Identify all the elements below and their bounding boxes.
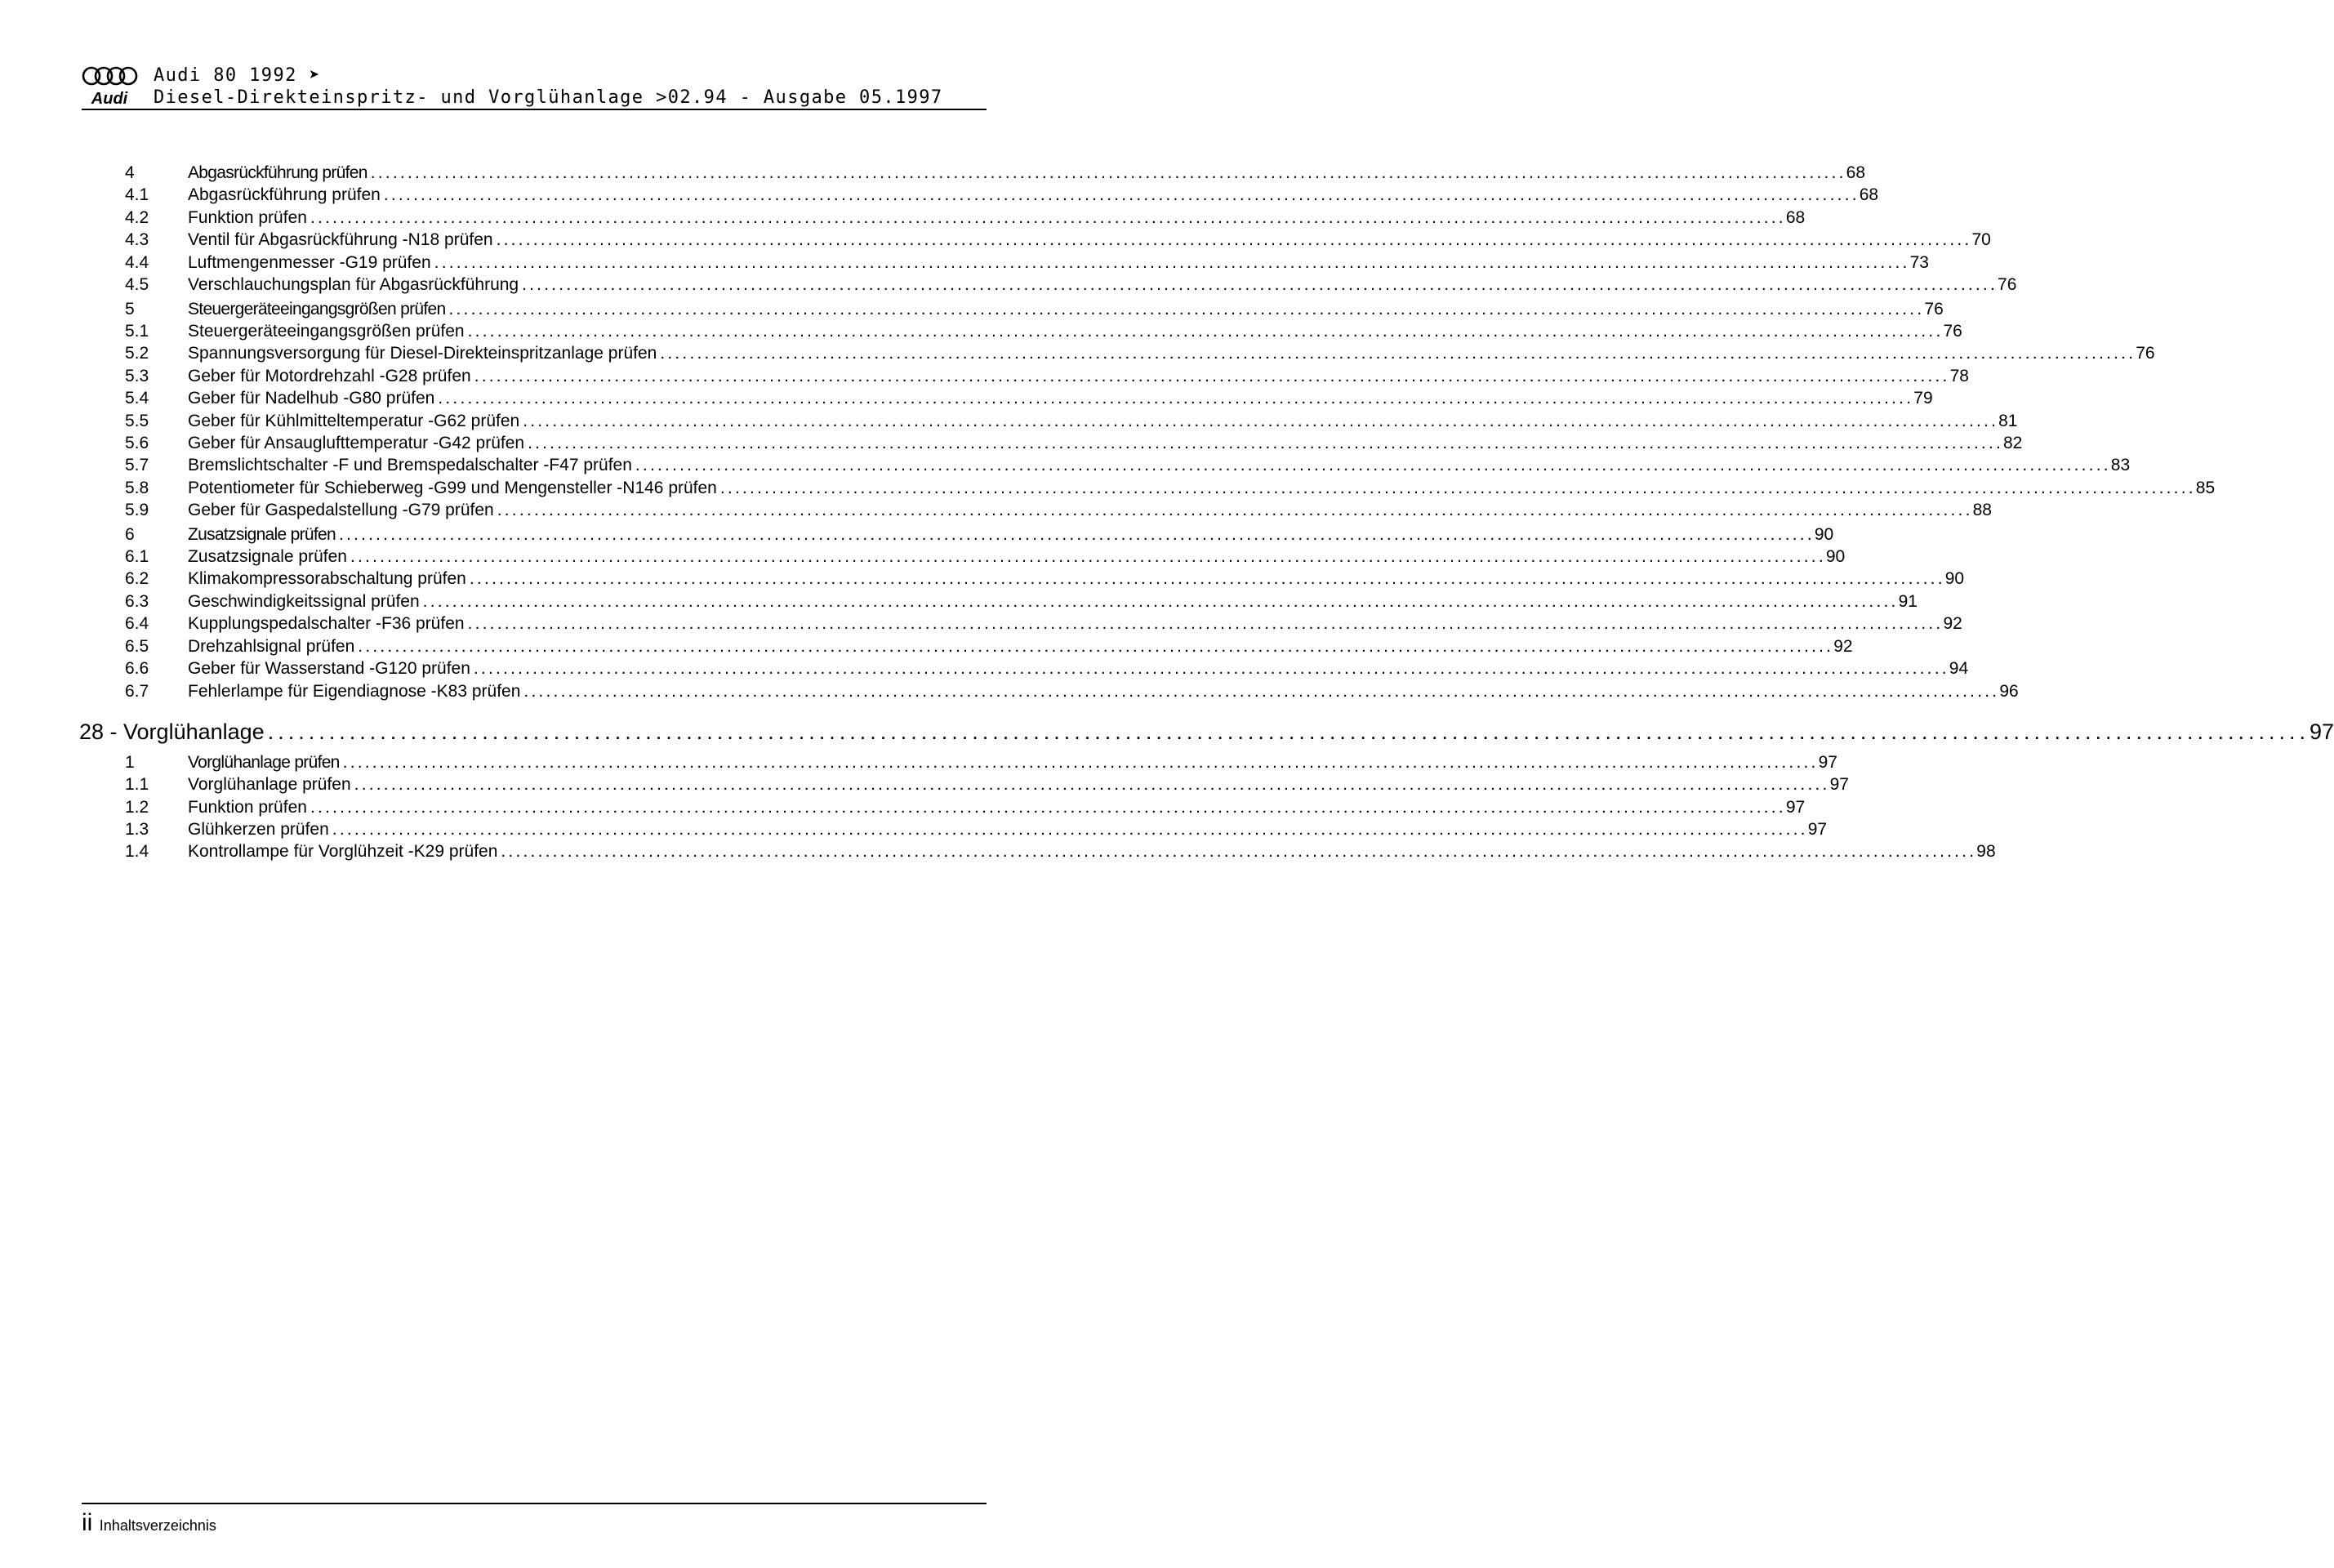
toc-entry-page: 97 [2309,719,2334,744]
toc-entry-number: 5.9 [125,501,149,519]
toc-entry-number: 4.1 [125,185,149,204]
toc-entry-title: Geber für Ansauglufttemperatur -G42 prüfen [188,434,525,452]
toc-entry[interactable] [125,547,1846,570]
toc-entry-title: Abgasrückführung prüfen [188,185,381,204]
toc-entry-number: 4.5 [125,275,149,294]
toc-dot-leader: ........................................................................................................................................................................................................ [523,682,2000,701]
toc-entry[interactable] [125,753,1837,776]
toc-entry-number: 6.4 [125,614,149,633]
toc-entry[interactable] [125,592,1918,615]
toc-entry[interactable] [125,163,1865,186]
toc-entry-title: Funktion prüfen [188,208,307,227]
toc-entry-title: Verschlauchungsplan für Abgasrückführung [188,275,519,294]
toc-entry-number: 6.5 [125,637,149,656]
toc-entry-title: Steuergeräteeingangsgrößen prüfen [188,322,465,341]
toc-dot-leader: ........................................................................................................................................................................................................ [473,659,1949,678]
toc-entry[interactable] [125,798,1806,821]
toc-entry-page: 94 [1949,659,1969,678]
toc-dot-leader: ........................................................................................................................................................................................................ [338,525,1815,544]
toc-dot-leader: ........................................................................................................................................................................................................ [660,344,2136,363]
toc-entry-title: Kontrollampe für Vorglühzeit -K29 prüfen [188,842,498,861]
toc-entry-title: Ventil für Abgasrückführung -N18 prüfen [188,230,493,249]
toc-entry[interactable] [125,842,1996,865]
toc-entry-page: 90 [1825,547,1846,566]
toc-entry-number: 6.2 [125,569,149,588]
toc-entry-number: 5.5 [125,412,149,430]
toc-entry-title: Zusatzsignale prüfen [188,547,347,566]
toc-entry-title: Drehzahlsignal prüfen [188,637,355,656]
toc-entry[interactable] [125,820,1828,843]
toc-entry-page: 76 [1998,275,2017,294]
toc-entry-number: 5.7 [125,456,149,474]
toc-entry-title: Abgasrückführung prüfen [188,163,367,182]
toc-entry-page: 70 [1971,230,1991,249]
toc-dot-leader: ........................................................................................................................................................................................................ [332,820,1808,839]
toc-entry[interactable] [125,659,1969,682]
toc-entry-page: 97 [1829,775,1849,794]
toc-dot-leader: ........................................................................................................................................................................................................ [496,230,1972,249]
toc-entry[interactable] [125,322,1962,345]
toc-dot-leader: ........................................................................................................................................................................................................ [448,300,1925,318]
toc-entry-title: Geber für Wasserstand -G120 prüfen [188,659,470,678]
toc-entry-title: Klimakompressorabschaltung prüfen [188,569,466,588]
toc-dot-leader: ........................................................................................................................................................................................................ [528,434,2003,452]
footer-divider [82,1503,987,1504]
toc-entry-page: 68 [1859,185,1879,204]
toc-entry-title: Luftmengenmesser -G19 prüfen [188,253,431,272]
toc-entry-page: 76 [1943,322,1962,341]
toc-dot-leader: ........................................................................................................................................................................................................ [474,367,1950,385]
toc-dot-leader: ........................................................................................................................................................................................................ [383,185,1860,204]
toc-entry-page: 92 [1833,637,1853,656]
toc-entry[interactable] [125,367,1969,390]
toc-entry-page: 97 [1818,753,1837,772]
toc-entry-page: 90 [1944,569,1965,588]
toc-entry[interactable] [125,614,1962,637]
footer-label: Inhaltsverzeichnis [99,1517,216,1534]
toc-entry-page: 79 [1913,389,1933,408]
toc-entry-number: 4 [125,163,134,182]
toc-entry-page: 97 [1807,820,1828,839]
toc-entry-number: 6.7 [125,682,149,701]
toc-entry-number: 4.2 [125,208,149,227]
toc-dot-leader: ........................................................................................................................................................................................................ [522,275,1998,294]
toc-entry-number: 5.2 [125,344,149,363]
toc-entry-title: Geber für Gaspedalstellung -G79 prüfen [188,501,494,519]
toc-entry-number: 1 [125,753,134,772]
toc-entry-number: 6.6 [125,659,149,678]
toc-entry[interactable] [125,501,1992,523]
page-footer [82,1509,216,1537]
toc-dot-leader: ........................................................................................................................................................................................................ [350,547,1826,566]
toc-entry-page: 91 [1898,592,1918,611]
toc-entry-title: Geschwindigkeitssignal prüfen [188,592,420,611]
toc-entry-title: Bremslichtschalter -F und Bremspedalschalter -F47 prüfen [188,456,632,474]
toc-entry-page: 76 [2136,344,2155,363]
toc-entry-page: 98 [1976,842,1996,861]
toc-dot-leader: ........................................................................................................................................................................................................ [501,842,1977,861]
audi-logo [82,64,147,109]
toc-entry[interactable] [125,275,2017,298]
toc-entry-title: Glühkerzen prüfen [188,820,329,839]
toc-entry-title: Spannungsversorgung für Diesel-Direkteinspritzanlage prüfen [188,344,657,363]
toc-entry-title: Vorglühanlage prüfen [188,775,351,794]
toc-dot-leader: ........................................................................................................................................................................................................ [635,456,2111,474]
header-divider [82,109,987,110]
toc-entry-number: 5 [125,300,134,318]
toc-dot-leader: ........................................................................................................................................................................................................ [267,719,2310,744]
toc-entry[interactable] [125,434,2023,457]
toc-entry-title: Geber für Motordrehzahl -G28 prüfen [188,367,471,385]
toc-entry-title: Kupplungspedalschalter -F36 prüfen [188,614,465,633]
toc-entry[interactable] [125,525,1834,548]
toc-entry[interactable] [125,637,1853,660]
toc-dot-leader: ........................................................................................................................................................................................................ [438,389,1914,408]
toc-dot-leader: ........................................................................................................................................................................................................ [342,753,1819,772]
toc-dot-leader: ........................................................................................................................................................................................................ [434,253,1910,272]
toc-entry-number: 6 [125,525,134,544]
toc-dot-leader: ........................................................................................................................................................................................................ [719,479,2196,497]
toc-entry-title: Fehlerlampe für Eigendiagnose -K83 prüfen [188,682,521,701]
toc-entry-title: Potentiometer für Schieberweg -G99 und Mengensteller -N146 prüfen [188,479,717,497]
toc-entry-page: 85 [2195,479,2216,497]
toc-entry-number: 1.2 [125,798,149,817]
toc-entry-page: 68 [1785,208,1806,227]
toc-entry-page: 90 [1814,525,1834,544]
toc-entry[interactable] [125,456,2131,479]
toc-entry-page: 73 [1909,253,1929,272]
toc-dot-leader: ........................................................................................................................................................................................................ [310,208,1786,227]
toc-dot-leader: ........................................................................................................................................................................................................ [358,637,1834,656]
toc-entry-title: Vorglühanlage prüfen [188,753,340,772]
toc-entry-title: Steuergeräteeingangsgrößen prüfen [188,300,446,318]
toc-entry-number: 5.6 [125,434,149,452]
toc-entry-number: 6.3 [125,592,149,611]
toc-entry-title: Geber für Nadelhub -G80 prüfen [188,389,435,408]
toc-entry-title: Geber für Kühlmitteltemperatur -G62 prüfen [188,412,520,430]
toc-dot-leader: ........................................................................................................................................................................................................ [354,775,1830,794]
toc-entry-page: 88 [1972,501,1992,519]
toc-entry-number: 1.1 [125,775,149,794]
toc-entry[interactable] [125,682,2019,705]
toc-entry[interactable] [125,253,1929,276]
toc-dot-leader: ........................................................................................................................................................................................................ [310,798,1786,817]
toc-entry-page: 97 [1785,798,1806,817]
toc-entry[interactable] [125,208,1806,231]
toc-entry-page: 68 [1846,163,1865,182]
toc-entry-number: 5.3 [125,367,149,385]
toc-chapter-entry[interactable] [79,719,2334,747]
page-header [82,64,987,109]
toc-entry[interactable] [125,389,1933,412]
toc-entry-number: 5.1 [125,322,149,341]
toc-entry-title: Zusatzsignale prüfen [188,525,336,544]
toc-entry-title: 28 - Vorglühanlage [79,719,265,744]
toc-dot-leader: ........................................................................................................................................................................................................ [370,163,1846,182]
toc-entry[interactable] [125,185,1879,208]
toc-dot-leader: ........................................................................................................................................................................................................ [497,501,1973,519]
footer-page-number: ii [82,1509,93,1536]
toc-entry[interactable] [125,775,1849,798]
toc-entry[interactable] [125,230,1991,253]
toc-entry-number: 4.3 [125,230,149,249]
toc-entry[interactable] [125,569,1965,592]
toc-entry[interactable] [125,344,2155,367]
header-model: Audi 80 1992 ➤ [154,65,322,86]
toc-entry-number: 1.3 [125,820,149,839]
toc-dot-leader: ........................................................................................................................................................................................................ [469,569,1945,588]
toc-entry[interactable] [125,412,2018,434]
toc-dot-leader: ........................................................................................................................................................................................................ [467,614,1944,633]
header-subtitle: Diesel-Direkteinspritz- und Vorglühanlage >02.94 - Ausgabe 05.1997 [154,87,943,108]
toc-dot-leader: ........................................................................................................................................................................................................ [422,592,1899,611]
toc-entry-page: 96 [1999,682,2019,701]
toc-dot-leader: ........................................................................................................................................................................................................ [467,322,1944,341]
toc-entry-page: 76 [1924,300,1944,318]
toc-entry-number: 5.8 [125,479,149,497]
toc-entry-number: 4.4 [125,253,149,272]
toc-entry-page: 92 [1943,614,1962,633]
audi-wordmark: Audi [91,90,128,108]
toc-entry-number: 6.1 [125,547,149,566]
toc-entry-number: 1.4 [125,842,149,861]
toc-entry[interactable] [125,479,2216,501]
toc-entry-number: 5.4 [125,389,149,408]
toc-entry[interactable] [125,300,1944,323]
toc-dot-leader: ........................................................................................................................................................................................................ [523,412,1999,430]
toc-entry-page: 83 [2110,456,2131,474]
toc-entry-page: 82 [2002,434,2023,452]
toc-entry-title: Funktion prüfen [188,798,307,817]
toc-entry-page: 78 [1949,367,1969,385]
toc-entry-page: 81 [1998,412,2018,430]
